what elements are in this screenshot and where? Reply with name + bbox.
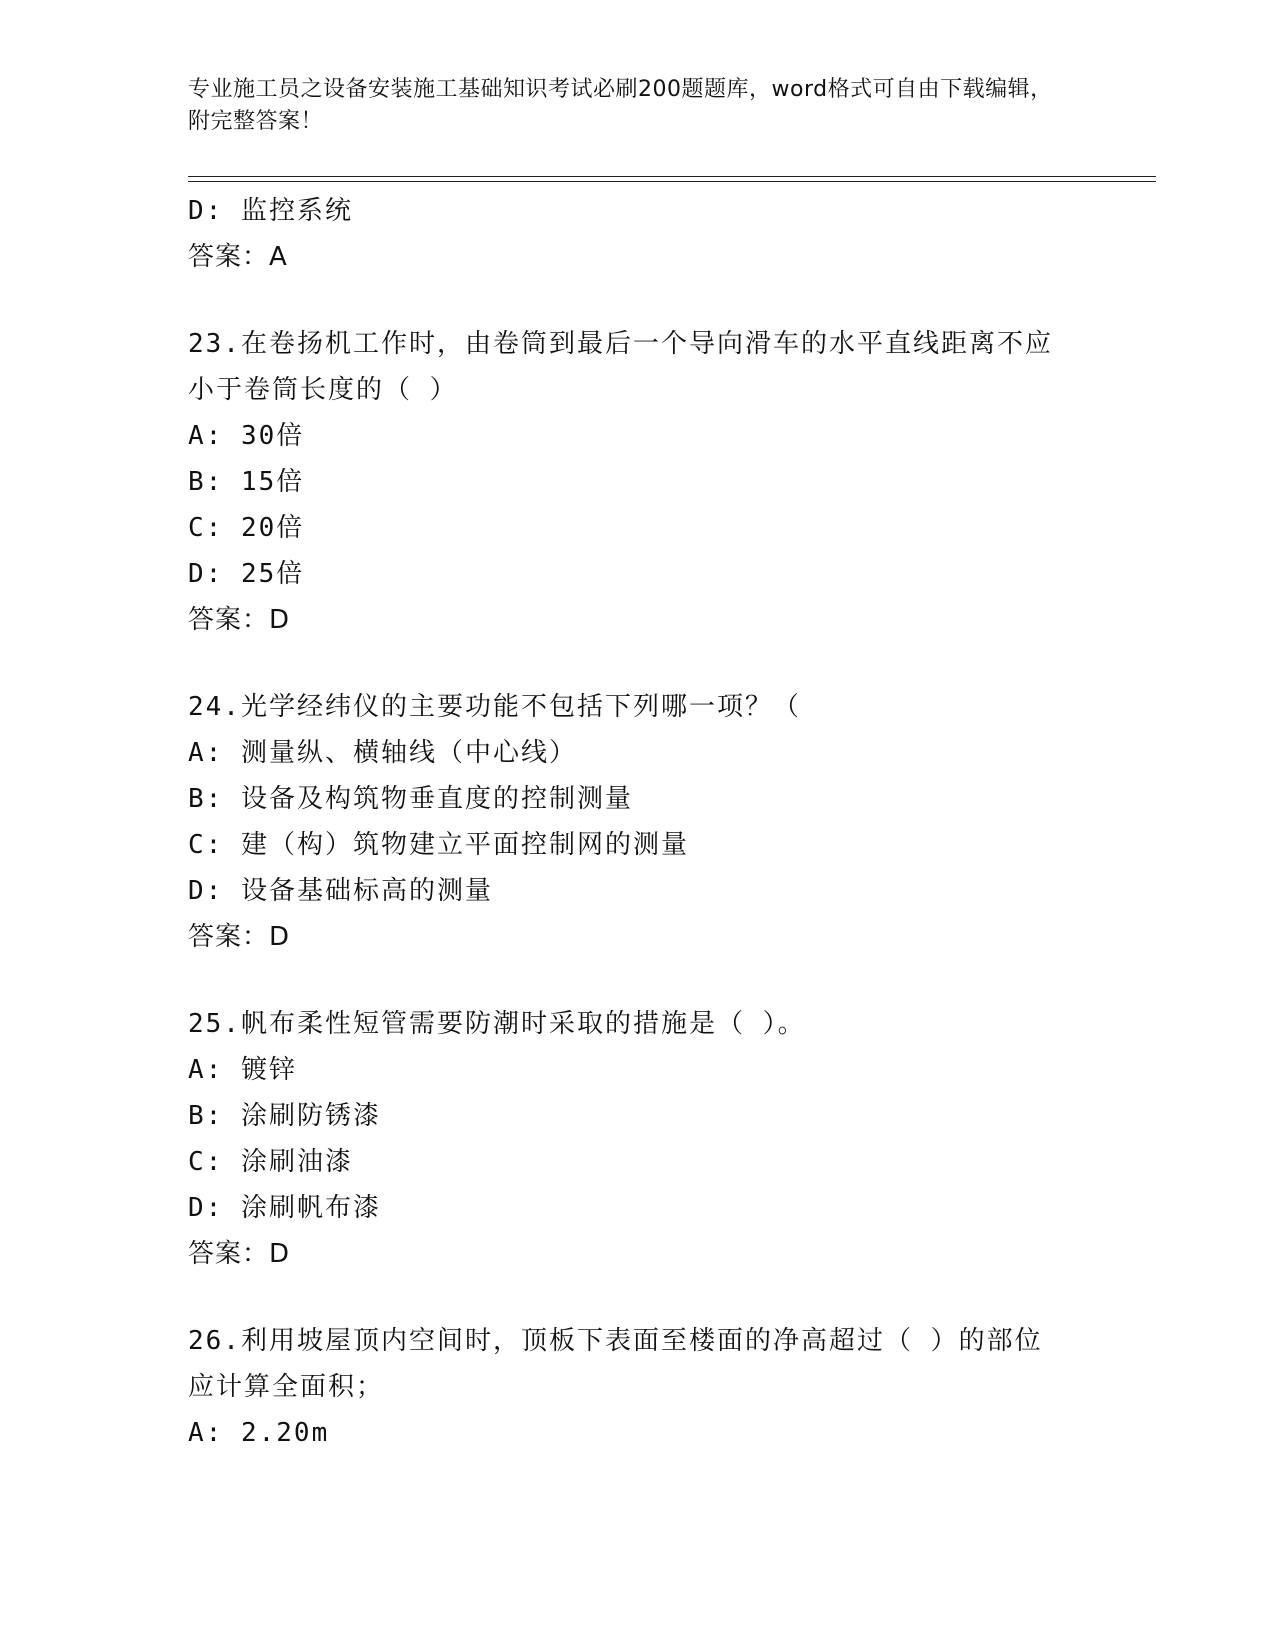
question-fragment <box>188 188 1088 280</box>
answer-text: 答案：D <box>188 922 291 952</box>
option-d: D: 涂刷帆布漆 <box>188 1193 381 1223</box>
question-stem-continued: 应计算全面积； <box>188 1372 385 1402</box>
question-stem: 24.光学经纬仪的主要功能不包括下列哪一项？（ <box>188 692 801 722</box>
question-stem-continued: 小于卷筒长度的（ ） <box>188 375 458 405</box>
page-header-title: 专业施工员之设备安装施工基础知识考试必刷200题题库，word格式可自由下载编辑，附完整答案！ <box>188 77 1053 134</box>
option-b: B: 设备及构筑物垂直度的控制测量 <box>188 784 633 814</box>
option-a: A: 2.20m <box>188 1418 330 1448</box>
option-a: A: 30倍 <box>188 421 305 451</box>
question-list <box>188 188 1088 1456</box>
question-25 <box>188 1001 1088 1277</box>
option-c: C: 建（构）筑物建立平面控制网的测量 <box>188 830 689 860</box>
question-stem: 26.利用坡屋顶内空间时，顶板下表面至楼面的净高超过（ ）的部位 <box>188 1326 1043 1356</box>
answer-text: 答案：D <box>188 1239 291 1269</box>
option-d: D: 设备基础标高的测量 <box>188 876 493 906</box>
answer-text: 答案：A <box>188 242 288 272</box>
header-divider <box>188 176 1156 177</box>
option-a: A: 镀锌 <box>188 1055 297 1085</box>
spacer <box>188 960 1088 1001</box>
question-23 <box>188 321 1088 643</box>
question-24 <box>188 684 1088 960</box>
option-c: C: 20倍 <box>188 513 305 543</box>
question-stem: 25.帆布柔性短管需要防潮时采取的措施是（ ）。 <box>188 1009 806 1039</box>
answer-text: 答案：D <box>188 605 291 635</box>
option-d: D: 监控系统 <box>188 196 353 226</box>
spacer <box>188 643 1088 684</box>
option-d: D: 25倍 <box>188 559 305 589</box>
spacer <box>188 1277 1088 1318</box>
option-a: A: 测量纵、横轴线（中心线） <box>188 738 577 768</box>
option-b: B: 涂刷防锈漆 <box>188 1101 381 1131</box>
option-c: C: 涂刷油漆 <box>188 1147 353 1177</box>
question-stem: 23.在卷扬机工作时，由卷筒到最后一个导向滑车的水平直线距离不应 <box>188 329 1053 359</box>
spacer <box>188 280 1088 321</box>
option-b: B: 15倍 <box>188 467 305 497</box>
question-26 <box>188 1318 1088 1456</box>
header-divider-secondary <box>188 181 1156 182</box>
